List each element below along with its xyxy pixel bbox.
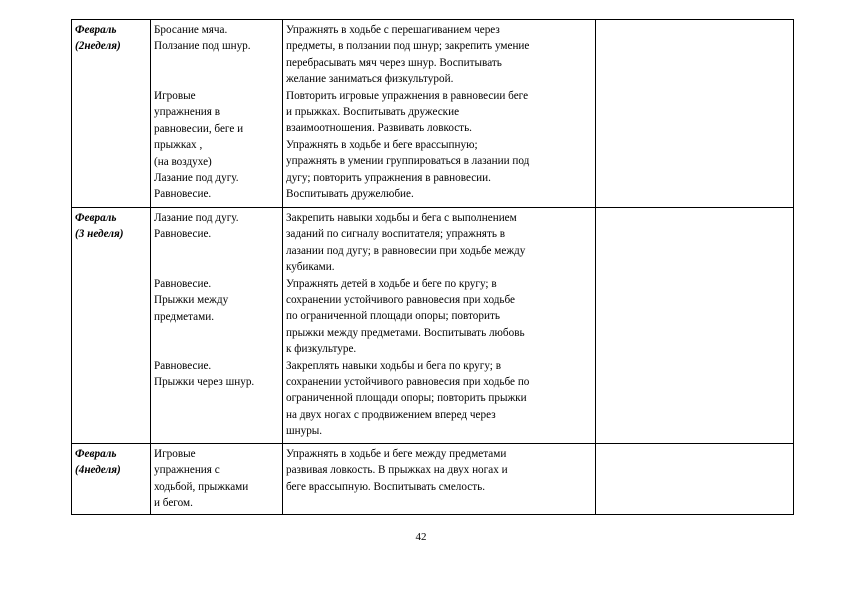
goal-text: Упражнять в ходьбе с перешагиванием через предметы, в ползании под шнур; закрепить умение перебрасывать мяч через шнур. Воспитывать желание заниматься физкультурой. <box>286 24 530 86</box>
activity-text: Равновесие. Прыжки через шнур. <box>154 360 255 389</box>
activities-cell <box>151 20 283 208</box>
period-cell: Февраль (4неделя) <box>72 444 151 515</box>
notes-cell <box>596 208 794 444</box>
goals-cell <box>283 208 596 444</box>
activity-text: Игровые упражнения в равновесии, беге и прыжках , (на воздухе) Лазание под дугу. Равновесие. <box>154 90 244 201</box>
activity-text: Бросание мяча. Ползание под шнур. <box>154 24 251 53</box>
activities-cell <box>151 208 283 444</box>
goals-cell <box>283 20 596 208</box>
goal-text: Закреплять навыки ходьбы и бега по кругу; в сохранении устойчивого равновесия при ходьбе по ограниченной площади опоры; повторить прыжки на двух ногах с продвижением вперед через шнуры. <box>286 359 530 438</box>
goal-text: Повторить игровые упражнения в равновесии беге и прыжках. Воспитывать дружеские взаимоотношения. Развивать ловкость. <box>286 89 529 135</box>
goal-text: Упражнять детей в ходьбе и беге по кругу; в сохранении устойчивого равновесия при ходьбе по ограниченной площади опоры; повторить прыжки между предметами. Воспитывать любовь к физкультуре. <box>286 277 525 356</box>
activity-text: Равновесие. Прыжки между предметами. <box>154 278 229 323</box>
table-row-week-4 <box>72 444 794 515</box>
activities-cell <box>151 444 283 515</box>
activity-text: Лазание под дугу. Равновесие. <box>154 212 239 241</box>
goals-cell <box>283 444 596 515</box>
notes-cell <box>596 444 794 515</box>
period-cell: Февраль (3 неделя) <box>72 208 151 444</box>
period-cell: Февраль (2неделя) <box>72 20 151 208</box>
goal-text: Упражнять в ходьбе и беге между предметами развивая ловкость. В прыжках на двух ногах и беге врассыпную. Воспитывать смелость. <box>286 448 508 493</box>
notes-cell <box>596 20 794 208</box>
lesson-plan-table <box>71 19 794 515</box>
table-row-week-2 <box>72 20 794 208</box>
table-row-week-3 <box>72 208 794 444</box>
goal-text: Упражнять в ходьбе и беге врассыпную; упражнять в умении группироваться в лазании под дугу; повторить упражнения в равновесии. Воспитывать дружелюбие. <box>286 138 530 201</box>
activity-text: Игровые упражнения с ходьбой, прыжками и бегом. <box>154 448 249 510</box>
goal-text: Закрепить навыки ходьбы и бега с выполнением заданий по сигналу воспитателя; упражнять в лазании под дугу; в равновесии при ходьбе между кубиками. <box>286 212 526 274</box>
page-number: 42 <box>415 531 427 543</box>
